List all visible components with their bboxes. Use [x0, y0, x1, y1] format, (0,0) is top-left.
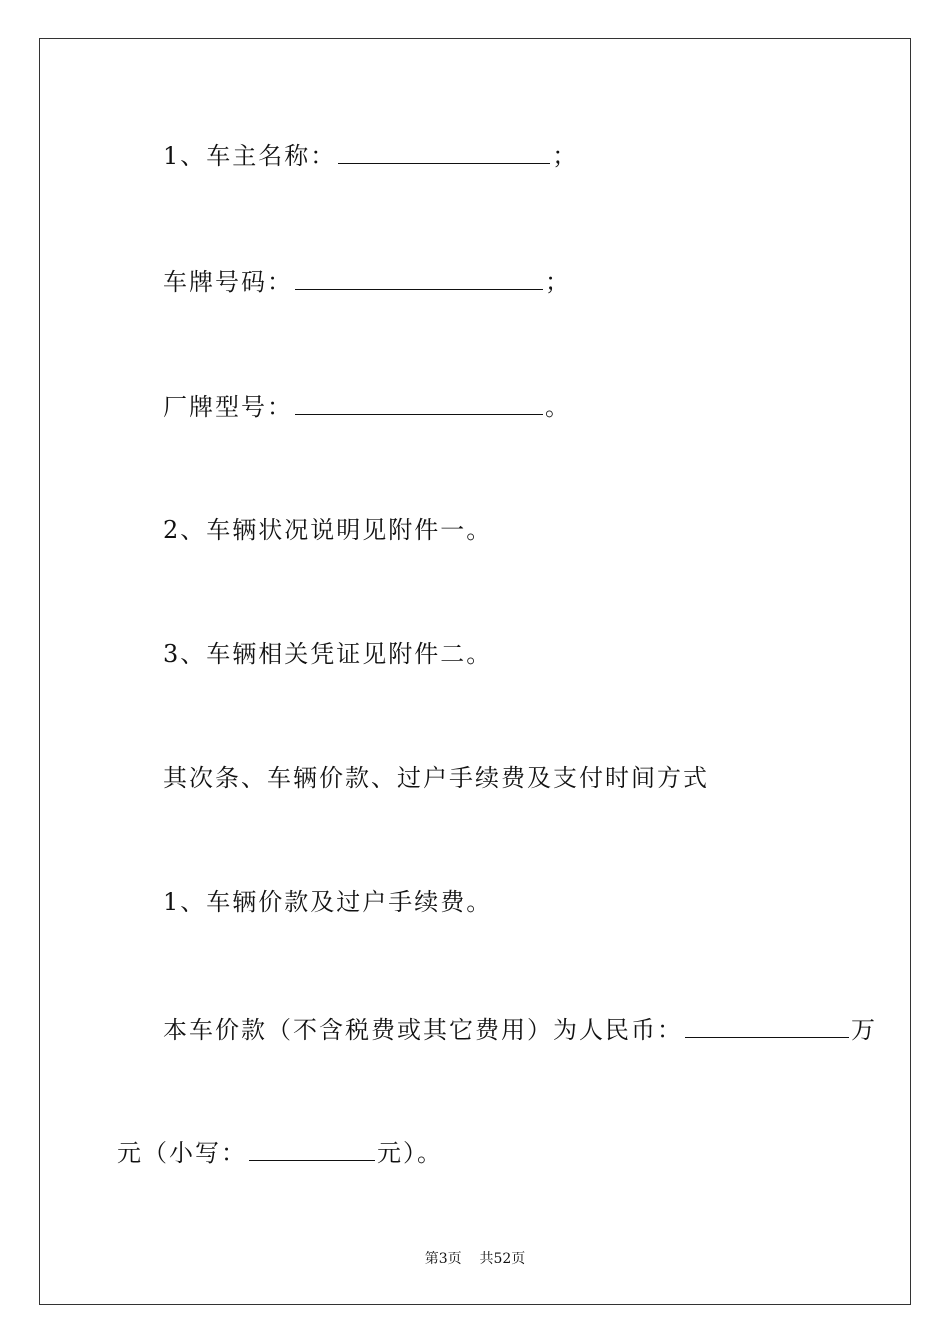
- brand-model-line: [163, 387, 571, 422]
- page-border: [39, 38, 911, 1305]
- price-fee-line: 1、车辆价款及过户手续费。: [163, 888, 493, 916]
- price-numeric-label: 元（小写：: [117, 1139, 247, 1167]
- brand-model-blank: [295, 394, 543, 415]
- owner-name-label: 1、车主名称：: [163, 142, 337, 170]
- price-rmb-line: [163, 1010, 877, 1045]
- plate-number-suffix: ；: [545, 268, 571, 296]
- plate-number-blank: [295, 269, 543, 290]
- owner-name-blank: [338, 143, 550, 164]
- owner-name-line: [163, 136, 578, 171]
- price-rmb-unit: 万: [851, 1016, 877, 1044]
- brand-model-label: 厂牌型号：: [163, 393, 293, 421]
- plate-number-label: 车牌号码：: [163, 268, 293, 296]
- plate-number-line: [163, 262, 571, 297]
- price-rmb-label: 本车价款（不含税费或其它费用）为人民币：: [163, 1016, 683, 1044]
- price-numeric-line: [117, 1133, 443, 1168]
- brand-model-suffix: 。: [545, 393, 571, 421]
- price-numeric-blank: [249, 1140, 375, 1161]
- page-number: 第3页: [424, 1251, 462, 1267]
- owner-name-suffix: ；: [552, 142, 579, 170]
- price-rmb-blank: [685, 1017, 849, 1038]
- page-total: 共52页: [479, 1251, 526, 1267]
- article-two-heading: 其次条、车辆价款、过户手续费及支付时间方式: [163, 764, 709, 792]
- vehicle-condition-line: 2、车辆状况说明见附件一。: [163, 516, 493, 544]
- price-numeric-suffix: 元）。: [377, 1139, 443, 1167]
- vehicle-documents-line: 3、车辆相关凭证见附件二。: [163, 640, 493, 668]
- page-footer: [0, 1248, 950, 1268]
